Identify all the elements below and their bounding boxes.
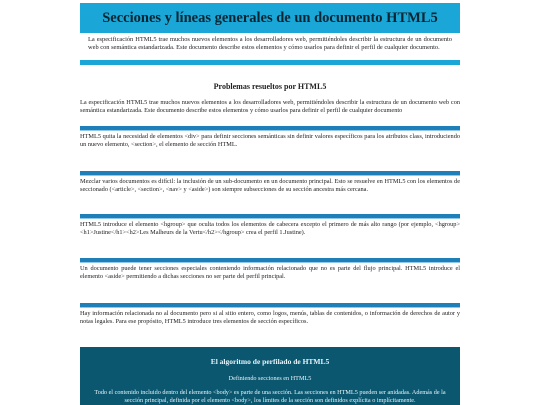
paragraph-mixing-documents: Mezclar varios documentos es difícil: la inclusión de un sub-documento en un documento principal. Esto se resuelve en HTML5 con los elementos de seccionado (<article>, <section>, <nav> y <aside>) son siempre subsecciones de su sección ancestra más cercana.: [80, 178, 460, 193]
section-divider: [80, 126, 460, 130]
header-intro-text: La especificación HTML5 trae muchos nuevos elementos a los desarrolladores web, permitiéndoles describir la estructura de un documento web con semántica estandarizada. Este documento describe estos elementos y cómo usarlos para definir el perfil de cualquier documento.: [80, 33, 460, 59]
footer-subheading: Definiendo secciones en HTML5: [228, 375, 312, 382]
section-divider: [80, 303, 460, 307]
header-divider: [80, 60, 460, 65]
footer-heading: El algoritmo de perfilado de HTML5: [210, 357, 330, 366]
footer-text: Todo el contenido incluido dentro del elemento <body> es parte de una sección. Las secciones en HTML5 pueden ser anidadas. Además de la sección principal, definida por el elemento <body>, los límites de la sección son definidos explícita o implícitamente.: [94, 389, 446, 404]
paragraph-site-info: Hay información relacionada no al documento pero si al sitio entero, como logos, menús, tablas de contenidos, o información de derechos de autor y notas legales. Para ese propósito, HTML5 introduce tres elementos de sección específicos.: [80, 310, 460, 325]
paragraph-hgroup: HTML5 introduce el elemento <hgroup> que oculta todos los elementos de cabecera excepto el primero de más alto rango (por ejemplo, <hgroup><h1>Justine</h1><h2>Les Malheurs de la Vertu</h2></hgroup> crea el perfil 1.Justine).: [80, 221, 460, 236]
section-divider: [80, 214, 460, 218]
page-title: Secciones y líneas generales de un documento HTML5: [80, 3, 460, 33]
header-panel: [80, 3, 460, 63]
section-divider: [80, 258, 460, 262]
paragraph-sections: HTML5 quita la necesidad de elementos <div> para definir secciones semánticas sin definir valores específicos para los atributos class, introduciendo un nuevo elemento, <section>, el elemento de sección HTML.: [80, 133, 460, 148]
footer-panel: [80, 347, 460, 405]
section-intro-text: La especificación HTML5 trae muchos nuevos elementos a los desarrolladores web, permitiéndoles describir la estructura de un documento web con semántica estandarizada. Este documento describe estos elementos y cómo usarlos para definir el perfil de cualquier documento: [80, 99, 460, 114]
section-divider: [80, 171, 460, 175]
paragraph-aside: Un documento puede tener secciones especiales conteniendo información relacionado que no es parte del flujo principal. HTML5 introduce el elemento <aside> permitiendo a dichas secciones no ser parte del perfil principal.: [80, 265, 460, 280]
section-heading: Problemas resueltos por HTML5: [213, 82, 327, 91]
